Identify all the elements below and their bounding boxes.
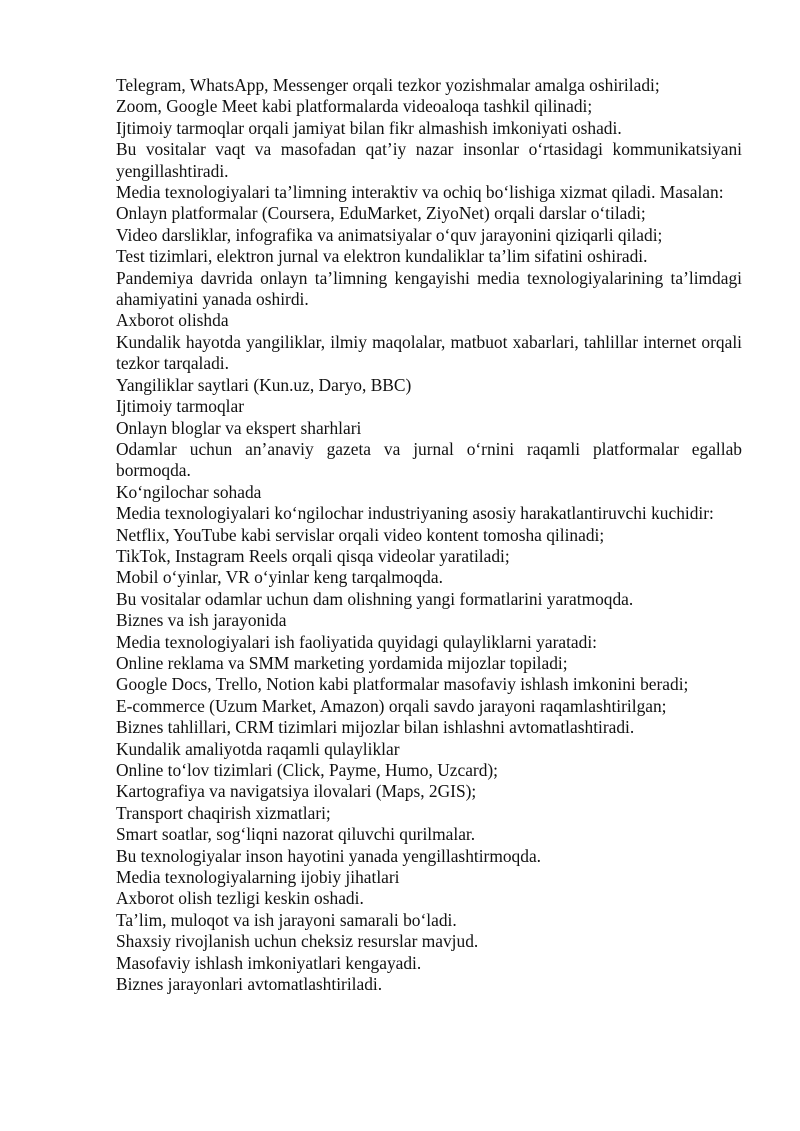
paragraph-automation: Biznes jarayonlari avtomatlashtiriladi. [116, 974, 383, 995]
paragraph-news-spread: Kundalik hayotda yangiliklar, ilmiy maqolalar, matbuot xabarlari, tahlillar internet orqali tezkor tarqaladi. [116, 331, 742, 374]
heading-daily-practice: Kundalik amaliyotda raqamli qulayliklar [116, 738, 400, 759]
paragraph-short-videos: TikTok, Instagram Reels orqali qisqa videolar yaratiladi; [116, 545, 510, 566]
paragraph-efficiency: Ta’lim, muloqot va ish jarayoni samarali bo‘ladi. [116, 909, 457, 930]
paragraph-videocall: Zoom, Google Meet kabi platformalarda videoaloqa tashkil qilinadi; [116, 96, 593, 117]
paragraph-messaging: Telegram, WhatsApp, Messenger orqali tezkor yozishmalar amalga oshiriladi; [116, 75, 660, 95]
paragraph-test-systems: Test tizimlari, elektron jurnal va elektron kundaliklar ta’lim sifatini oshiradi. [116, 246, 648, 267]
paragraph-communication-summary: Bu vositalar vaqt va masofadan qat’iy nazar insonlar o‘rtasidagi kommunikatsiyani yengillashtiradi. [116, 139, 742, 181]
paragraph-streaming: Netflix, YouTube kabi servislar orqali video kontent tomosha qilinadi; [116, 524, 605, 545]
paragraph-leisure-formats: Bu vositalar odamlar uchun dam olishning yangi formatlarini yaratmoqda. [116, 588, 634, 609]
paragraph-remote-work: Masofaviy ishlash imkoniyatlari kengayadi. [116, 952, 422, 973]
paragraph-entertainment-intro: Media texnologiyalari ko‘ngilochar industriyaning asosiy harakatlantiruvchi kuchidir: [116, 503, 714, 524]
document-page [116, 75, 742, 995]
paragraph-social-networks: Ijtimoiy tarmoqlar [116, 396, 244, 417]
paragraph-news-sites: Yangiliklar saytlari (Kun.uz, Daryo, BBC) [116, 374, 412, 395]
paragraph-blogs: Onlayn bloglar va ekspert sharhlari [116, 417, 362, 438]
paragraph-education-intro: Media texnologiyalari ta’limning interaktiv va ochiq bo‘lishiga xizmat qiladi. Masalan: [116, 182, 724, 203]
paragraph-life-easier: Bu texnologiyalar inson hayotini yanada yengillashtirmoqda. [116, 845, 542, 866]
paragraph-pandemic: Pandemiya davrida onlayn ta’limning kengayishi media texnologiyalarining ta’limdagi ahamiyatini yanada oshirdi. [116, 267, 742, 310]
paragraph-ecommerce: E-commerce (Uzum Market, Amazon) orqali savdo jarayoni raqamlashtirilgan; [116, 695, 667, 716]
paragraph-personal-growth: Shaxsiy rivojlanish uchun cheksiz resurslar mavjud. [116, 931, 479, 952]
paragraph-crm: Biznes tahlillari, CRM tizimlari mijozlar bilan ishlashni avtomatlashtiradi. [116, 717, 635, 738]
heading-business: Biznes va ish jarayonida [116, 610, 287, 631]
paragraph-transport: Transport chaqirish xizmatlari; [116, 802, 331, 823]
paragraph-info-speed: Axborot olish tezligi keskin oshadi. [116, 888, 364, 909]
heading-information: Axborot olishda [116, 310, 229, 331]
heading-entertainment: Ko‘ngilochar sohada [116, 481, 262, 502]
paragraph-video-lessons: Video darsliklar, infografika va animatsiyalar o‘quv jarayonini qiziqarli qiladi; [116, 224, 663, 245]
heading-positive-aspects: Media texnologiyalarning ijobiy jihatlari [116, 867, 400, 888]
paragraph-digital-replacing-print: Odamlar uchun an’anaviy gazeta va jurnal o‘rnini raqamli platformalar egallab bormoqda. [116, 438, 742, 481]
paragraph-smartwatches: Smart soatlar, sog‘liqni nazorat qiluvchi qurilmalar. [116, 824, 476, 845]
paragraph-online-ads: Online reklama va SMM marketing yordamida mijozlar topiladi; [116, 652, 568, 673]
paragraph-games: Mobil o‘yinlar, VR o‘yinlar keng tarqalmoqda. [116, 567, 443, 588]
paragraph-navigation: Kartografiya va navigatsiya ilovalari (Maps, 2GIS); [116, 781, 477, 802]
paragraph-payments: Online to‘lov tizimlari (Click, Payme, Humo, Uzcard); [116, 760, 499, 780]
paragraph-business-intro: Media texnologiyalari ish faoliyatida quyidagi qulayliklarni yaratadi: [116, 631, 598, 652]
paragraph-remote-tools: Google Docs, Trello, Notion kabi platformalar masofaviy ishlash imkonini beradi; [116, 674, 689, 695]
paragraph-online-platforms: Onlayn platformalar (Coursera, EduMarket, ZiyoNet) orqali darslar o‘tiladi; [116, 203, 646, 224]
paragraph-social-opinion: Ijtimoiy tarmoqlar orqali jamiyat bilan fikr almashish imkoniyati oshadi. [116, 117, 622, 138]
